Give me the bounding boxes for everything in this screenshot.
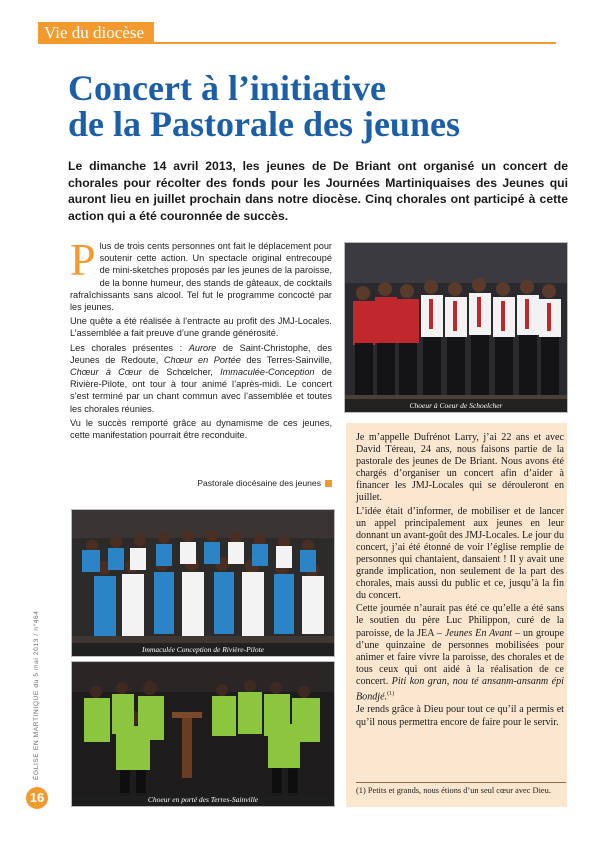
article-paragraph-1 [70, 234, 332, 313]
title-line-1: Concert à l’initiative [68, 68, 386, 108]
signature-text: Pastorale diocésaine des jeunes [197, 478, 321, 488]
article-p3-text-c: des Terres-Sainville, [240, 354, 332, 365]
choir-photo-image [72, 510, 335, 657]
choir-choeur-a-coeur: Chœur à Cœur [70, 367, 142, 378]
article-p3-text-a: Les chorales présentes : [70, 342, 189, 353]
photo-choeur-en-portee [71, 661, 335, 807]
footnote-rule [356, 782, 566, 783]
testimonial-text [356, 432, 564, 730]
photo-immaculee-conception [71, 509, 335, 657]
lede-paragraph: Le dimanche 14 avril 2013, les jeunes de De Briant ont organisé un concert de chorales pour récolter des fonds pour les Journées Martiniquaises des Jeunes qui auront lieu en juillet prochain dans notre diocèse. Cinq chorales ont participé à cette action qui a été couronnée de succès. [68, 159, 568, 223]
article-paragraph-4: Vu le succès remporté grâce au dynamisme de ces jeunes, cette manifestation pourrait être reconduite. [70, 417, 332, 441]
article-p3-text-b: de Saint-Christophe, des Jeunes de Redoute, [70, 342, 332, 365]
footnote: (1) Petits et grands, nous étions d’un seul cœur avec Dieu. [356, 786, 551, 795]
publication-folio: ÉGLISE EN MARTINIQUE du 5 mai 2013 / n°464 [33, 610, 40, 780]
testimonial-paragraph-2: L’idée était d’informer, de mobiliser et de lancer un appel principalement aux jeunes en leur donnant un avant-goût des JMJ-Locales. Le jour du concert, j’ai été étonné de voir l’église remplie de personnes qui chantaient, dansaient ! Il y avait une grande implication, non seulement de la part des chorales, mais aussi du public et ce, jusqu’à la fin du concert. [356, 505, 564, 602]
photo-caption: Choeur en porté des Terres-Sainville [72, 793, 334, 806]
choir-immaculee-conception: Immaculée-Conception [220, 367, 315, 378]
testimonial-p3-text-b: – un groupe d’une quinzaine de personnes mobilisées pour animer et faire vivre la paroisse, des chorales et de tous ceux qui ont aidé à la réalisation de ce concert. [356, 627, 564, 687]
article-p3-text-d: de Schœlcher, [141, 367, 221, 378]
creole-quote: Piti kon gran, nou té ansanm-ansanm épi Bondjé. [356, 675, 564, 703]
end-mark-icon [325, 480, 332, 487]
article-body [70, 234, 333, 443]
photo-choeur-a-coeur [344, 242, 568, 413]
choir-aurore: Aurore [188, 342, 217, 353]
jea-name: Jeunes En Avant [444, 627, 513, 639]
drop-cap: P [70, 234, 96, 285]
page-number: 16 [26, 787, 48, 809]
article-p3-text-e: de Rivière-Pilote, ont tour à tour animé l’après-midi. Le concert s’est terminé par un chant commun avec l’assemblée et toutes les chorales réunies. [70, 367, 333, 414]
photo-caption: Immaculée Conception de Rivière-Pilote [72, 643, 334, 656]
choir-choeur-en-portee: Chœur en Portée [163, 354, 241, 365]
section-label: Vie du diocèse [38, 22, 154, 44]
testimonial-p3-text-a: Cette journée n’aurait pas été ce qu’elle a été sans le soutien du père Luc Philippon, curé de la paroisse, de la JEA – [356, 603, 564, 639]
testimonial-paragraph-3 [356, 603, 564, 703]
article-p1-text: lus de trois cents personnes ont fait le déplacement pour soutenir cette action. Un spectacle original entrecoupé de mini-sketches proposés par les jeunes de la paroisse, de la bonne humeur, des stands de gâteaux, de cocktails rafraîchissants sans alcool. Tel fut le programme concocté par les jeunes. [70, 241, 332, 313]
choir-photo-image [72, 662, 335, 807]
section-rule [38, 42, 556, 44]
article-paragraph-2: Une quête a été réalisée à l’entracte au profit des JMJ-Locales. L’assemblée a fait preuve d’une grande générosité. [70, 316, 332, 339]
testimonial-paragraph-4: Je rends grâce à Dieu pour tout ce qu’il a permis et qu’il nous permettra encore de faire pour le servir. [356, 704, 564, 728]
article-paragraph-3 [70, 342, 332, 415]
footnote-marker: (1) [387, 690, 395, 697]
article-signature [70, 478, 332, 488]
title-line-2: de la Pastorale des jeunes [68, 104, 460, 144]
page-title [68, 70, 568, 142]
choir-photo-image [345, 243, 568, 413]
testimonial-paragraph-1: Je m’appelle Dufrénot Larry, j’ai 22 ans et avec David Téreau, 24 ans, nous faisons partie de la pastorale des jeunes de De Briant. Nous avons été chargés d’organiser un concert afin d’aider à financer les JMJ-Locales qui se dérouleront en juillet. [356, 432, 564, 504]
photo-caption: Choeur à Coeur de Schoelcher [345, 399, 567, 412]
